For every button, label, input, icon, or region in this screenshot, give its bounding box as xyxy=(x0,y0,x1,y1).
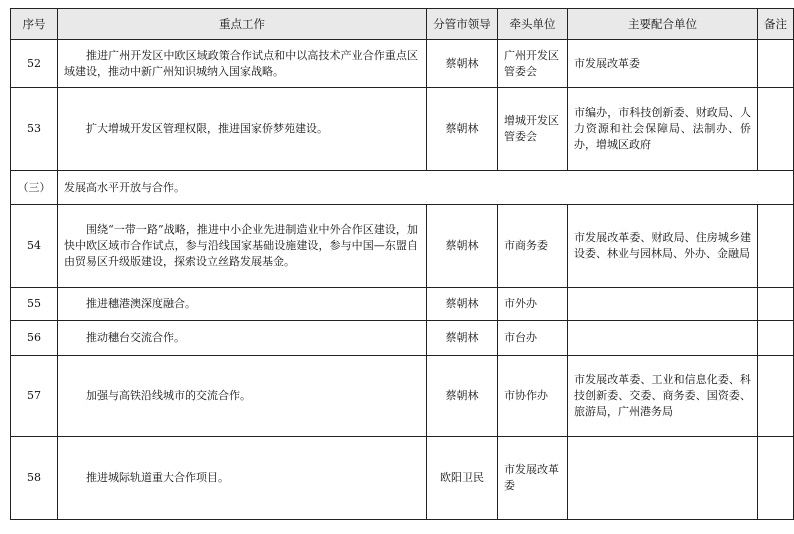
header-leader: 分管市领导 xyxy=(427,9,498,40)
row-lead-unit: 市发展改革委 xyxy=(498,437,568,520)
table-row xyxy=(11,88,794,171)
row-assist-units xyxy=(568,321,758,356)
row-leader: 蔡朝林 xyxy=(427,321,498,356)
row-no: 52 xyxy=(11,40,58,88)
row-remarks xyxy=(758,356,794,437)
section-title: 发展高水平开放与合作。 xyxy=(58,171,794,205)
row-task: 推动穗台交流合作。 xyxy=(58,321,427,356)
table-row xyxy=(11,356,794,437)
table-row xyxy=(11,205,794,288)
row-remarks xyxy=(758,437,794,520)
row-lead-unit: 市协作办 xyxy=(498,356,568,437)
row-leader: 蔡朝林 xyxy=(427,40,498,88)
row-remarks xyxy=(758,288,794,321)
row-task: 围绕“一带一路”战略，推进中小企业先进制造业中外合作区建设，加快中欧区域市合作试点，参与沿线国家基础设施建设，参与中国—东盟自由贸易区升级版建设，探索设立丝路发展基金。 xyxy=(58,205,427,288)
row-leader: 欧阳卫民 xyxy=(427,437,498,520)
table-row xyxy=(11,321,794,356)
header-task: 重点工作 xyxy=(58,9,427,40)
row-remarks xyxy=(758,321,794,356)
row-leader: 蔡朝林 xyxy=(427,205,498,288)
row-leader: 蔡朝林 xyxy=(427,356,498,437)
row-remarks xyxy=(758,205,794,288)
row-no: 56 xyxy=(11,321,58,356)
row-assist-units xyxy=(568,437,758,520)
row-lead-unit: 市外办 xyxy=(498,288,568,321)
row-no: 53 xyxy=(11,88,58,171)
header-lead-unit: 牵头单位 xyxy=(498,9,568,40)
row-lead-unit: 增城开发区管委会 xyxy=(498,88,568,171)
table-row xyxy=(11,437,794,520)
table-row xyxy=(11,288,794,321)
row-assist-units: 市发展改革委 xyxy=(568,40,758,88)
row-assist-units: 市编办，市科技创新委、财政局、人力资源和社会保障局、法制办、侨办，增城区政府 xyxy=(568,88,758,171)
row-assist-units: 市发展改革委、财政局、住房城乡建设委、林业与园林局、外办、金融局 xyxy=(568,205,758,288)
row-leader: 蔡朝林 xyxy=(427,88,498,171)
row-lead-unit: 广州开发区管委会 xyxy=(498,40,568,88)
row-remarks xyxy=(758,40,794,88)
row-no: 58 xyxy=(11,437,58,520)
header-row xyxy=(11,9,794,40)
row-no: 55 xyxy=(11,288,58,321)
row-task: 加强与高铁沿线城市的交流合作。 xyxy=(58,356,427,437)
section-no: （三） xyxy=(11,171,58,205)
row-task: 扩大增城开发区管理权限，推进国家侨梦苑建设。 xyxy=(58,88,427,171)
header-no: 序号 xyxy=(11,9,58,40)
row-assist-units: 市发展改革委、工业和信息化委、科技创新委、交委、商务委、国资委、旅游局，广州港务局 xyxy=(568,356,758,437)
section-row xyxy=(11,171,794,205)
row-assist-units xyxy=(568,288,758,321)
table-row xyxy=(11,40,794,88)
header-remarks: 备注 xyxy=(758,9,794,40)
row-no: 54 xyxy=(11,205,58,288)
row-task: 推进城际轨道重大合作项目。 xyxy=(58,437,427,520)
row-task: 推进穗港澳深度融合。 xyxy=(58,288,427,321)
row-no: 57 xyxy=(11,356,58,437)
row-lead-unit: 市台办 xyxy=(498,321,568,356)
row-leader: 蔡朝林 xyxy=(427,288,498,321)
work-plan-table xyxy=(10,8,794,520)
row-lead-unit: 市商务委 xyxy=(498,205,568,288)
row-task: 推进广州开发区中欧区域政策合作试点和中以高技术产业合作重点区域建设，推动中新广州知识城纳入国家战略。 xyxy=(58,40,427,88)
header-assist-units: 主要配合单位 xyxy=(568,9,758,40)
row-remarks xyxy=(758,88,794,171)
